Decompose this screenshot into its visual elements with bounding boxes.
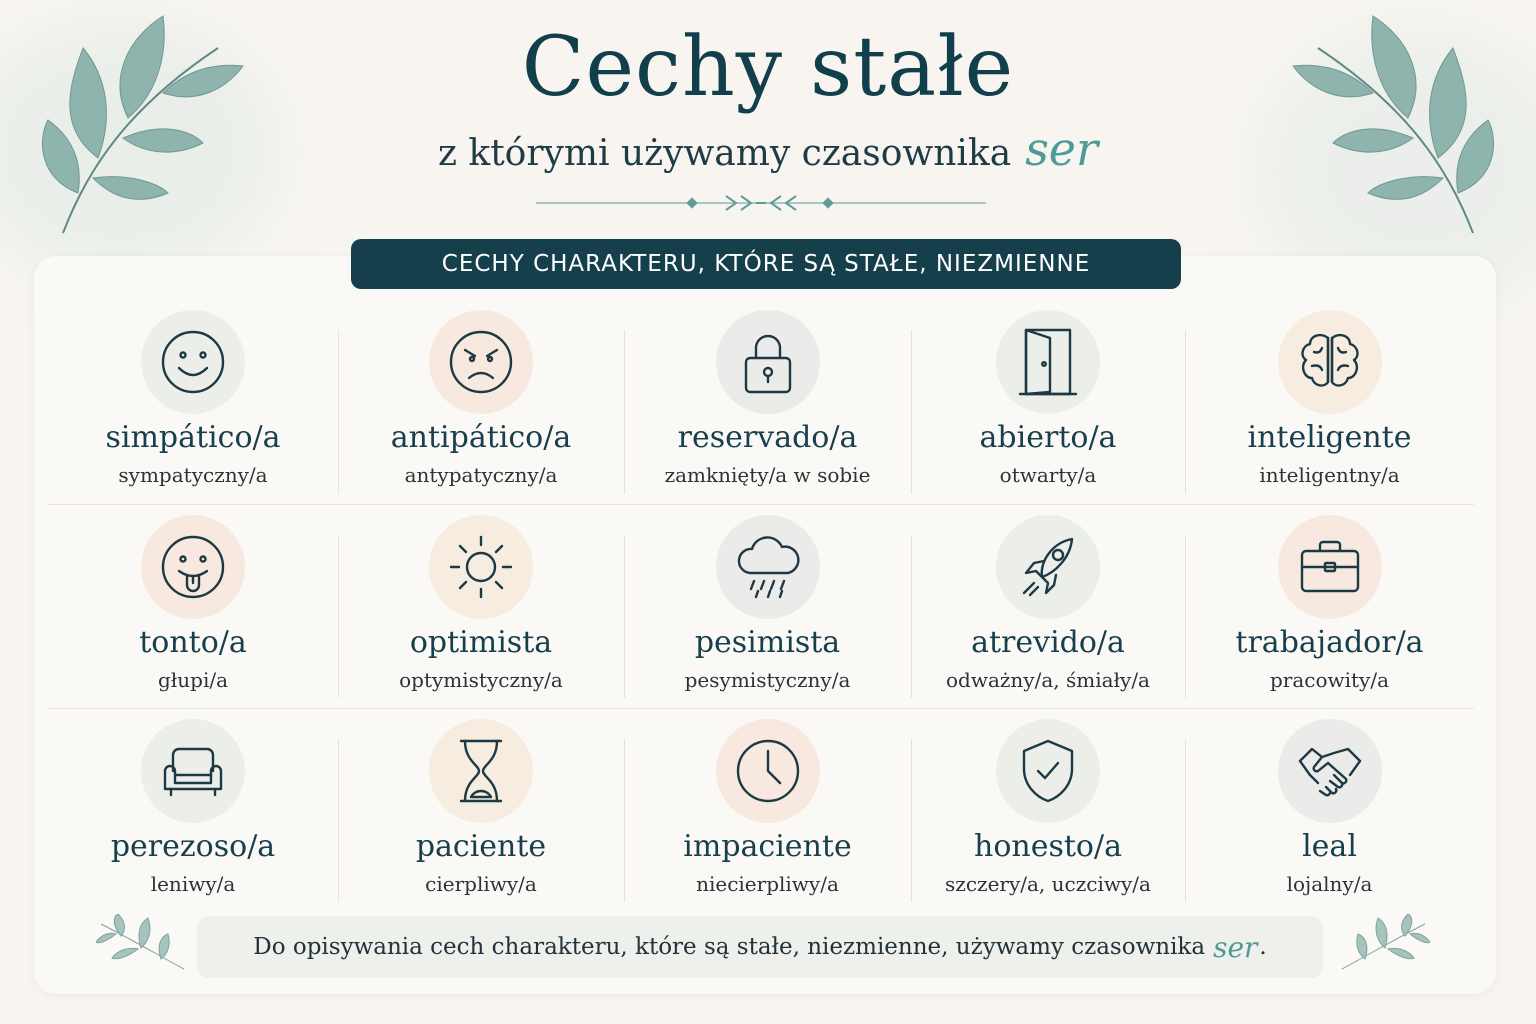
footer-note bbox=[197, 916, 1323, 978]
padlock-icon bbox=[716, 310, 820, 414]
trait-spanish: inteligente bbox=[1247, 420, 1412, 455]
trait-polish: niecierpliwy/a bbox=[696, 872, 839, 896]
sprig-icon bbox=[1340, 914, 1430, 974]
trait-polish: leniwy/a bbox=[150, 872, 236, 896]
traits-row bbox=[48, 504, 1474, 708]
traits-row bbox=[48, 708, 1474, 912]
subtitle-text: z którymi używamy czasownika bbox=[437, 133, 1012, 174]
trait-polish: cierpliwy/a bbox=[425, 872, 537, 896]
traits-row bbox=[48, 300, 1474, 504]
trait-polish: sympatyczny/a bbox=[118, 463, 268, 487]
page-title: Cechy stałe bbox=[521, 20, 1015, 115]
trait-spanish: perezoso/a bbox=[110, 829, 276, 864]
trait-polish: lojalny/a bbox=[1286, 872, 1373, 896]
trait-spanish: reservado/a bbox=[677, 420, 858, 455]
trait-polish: pracowity/a bbox=[1269, 668, 1390, 692]
trait-card bbox=[624, 709, 911, 912]
trait-polish: inteligentny/a bbox=[1259, 463, 1400, 487]
trait-spanish: honesto/a bbox=[974, 829, 1122, 864]
briefcase-icon bbox=[1278, 515, 1382, 619]
trait-spanish: antipático/a bbox=[390, 420, 572, 455]
smiley-icon bbox=[141, 310, 245, 414]
footer-note-verb: ser bbox=[1213, 930, 1258, 964]
armchair-icon bbox=[141, 719, 245, 823]
trait-polish: głupi/a bbox=[157, 668, 229, 692]
trait-card bbox=[1185, 505, 1474, 708]
trait-spanish: simpático/a bbox=[105, 420, 281, 455]
trait-polish: optymistyczny/a bbox=[399, 668, 563, 692]
trait-spanish: trabajador/a bbox=[1235, 625, 1424, 660]
trait-spanish: abierto/a bbox=[979, 420, 1117, 455]
sprig-icon bbox=[96, 914, 186, 974]
trait-polish: zamknięty/a w sobie bbox=[664, 463, 871, 487]
trait-card bbox=[911, 709, 1185, 912]
trait-spanish: impaciente bbox=[683, 829, 852, 864]
open-door-icon bbox=[996, 310, 1100, 414]
trait-card bbox=[1185, 709, 1474, 912]
shield-check-icon bbox=[996, 719, 1100, 823]
trait-spanish: paciente bbox=[415, 829, 547, 864]
trait-polish: antypatyczny/a bbox=[404, 463, 558, 487]
rain-cloud-icon bbox=[716, 515, 820, 619]
trait-polish: pesymistyczny/a bbox=[684, 668, 851, 692]
traits-grid bbox=[48, 300, 1474, 912]
trait-card bbox=[48, 505, 338, 708]
trait-spanish: tonto/a bbox=[139, 625, 247, 660]
ornamental-divider bbox=[536, 192, 986, 214]
trait-card bbox=[48, 709, 338, 912]
angry-face-icon bbox=[429, 310, 533, 414]
footer-note-text: Do opisywania cech charakteru, które są stałe, niezmienne, używamy czasownika bbox=[253, 934, 1206, 960]
trait-card bbox=[911, 300, 1185, 504]
tongue-face-icon bbox=[141, 515, 245, 619]
trait-polish: szczery/a, uczciwy/a bbox=[945, 872, 1151, 896]
sun-icon bbox=[429, 515, 533, 619]
handshake-icon bbox=[1278, 719, 1382, 823]
trait-spanish: leal bbox=[1302, 829, 1357, 864]
trait-card bbox=[624, 505, 911, 708]
trait-polish: odważny/a, śmiały/a bbox=[946, 668, 1150, 692]
footer-note-end: . bbox=[1259, 934, 1267, 960]
trait-card bbox=[338, 709, 624, 912]
trait-spanish: pesimista bbox=[694, 625, 841, 660]
clock-icon bbox=[716, 719, 820, 823]
trait-card bbox=[338, 505, 624, 708]
subtitle-verb: ser bbox=[1025, 122, 1099, 176]
trait-spanish: optimista bbox=[409, 625, 553, 660]
brain-icon bbox=[1278, 310, 1382, 414]
section-banner: CECHY CHARAKTERU, KTÓRE SĄ STAŁE, NIEZMIENNE bbox=[351, 239, 1181, 289]
trait-card bbox=[624, 300, 911, 504]
trait-card bbox=[338, 300, 624, 504]
trait-card bbox=[911, 505, 1185, 708]
trait-polish: otwarty/a bbox=[999, 463, 1097, 487]
trait-spanish: atrevido/a bbox=[971, 625, 1125, 660]
page-subtitle bbox=[0, 122, 1536, 176]
trait-card bbox=[1185, 300, 1474, 504]
trait-card bbox=[48, 300, 338, 504]
hourglass-icon bbox=[429, 719, 533, 823]
rocket-icon bbox=[996, 515, 1100, 619]
